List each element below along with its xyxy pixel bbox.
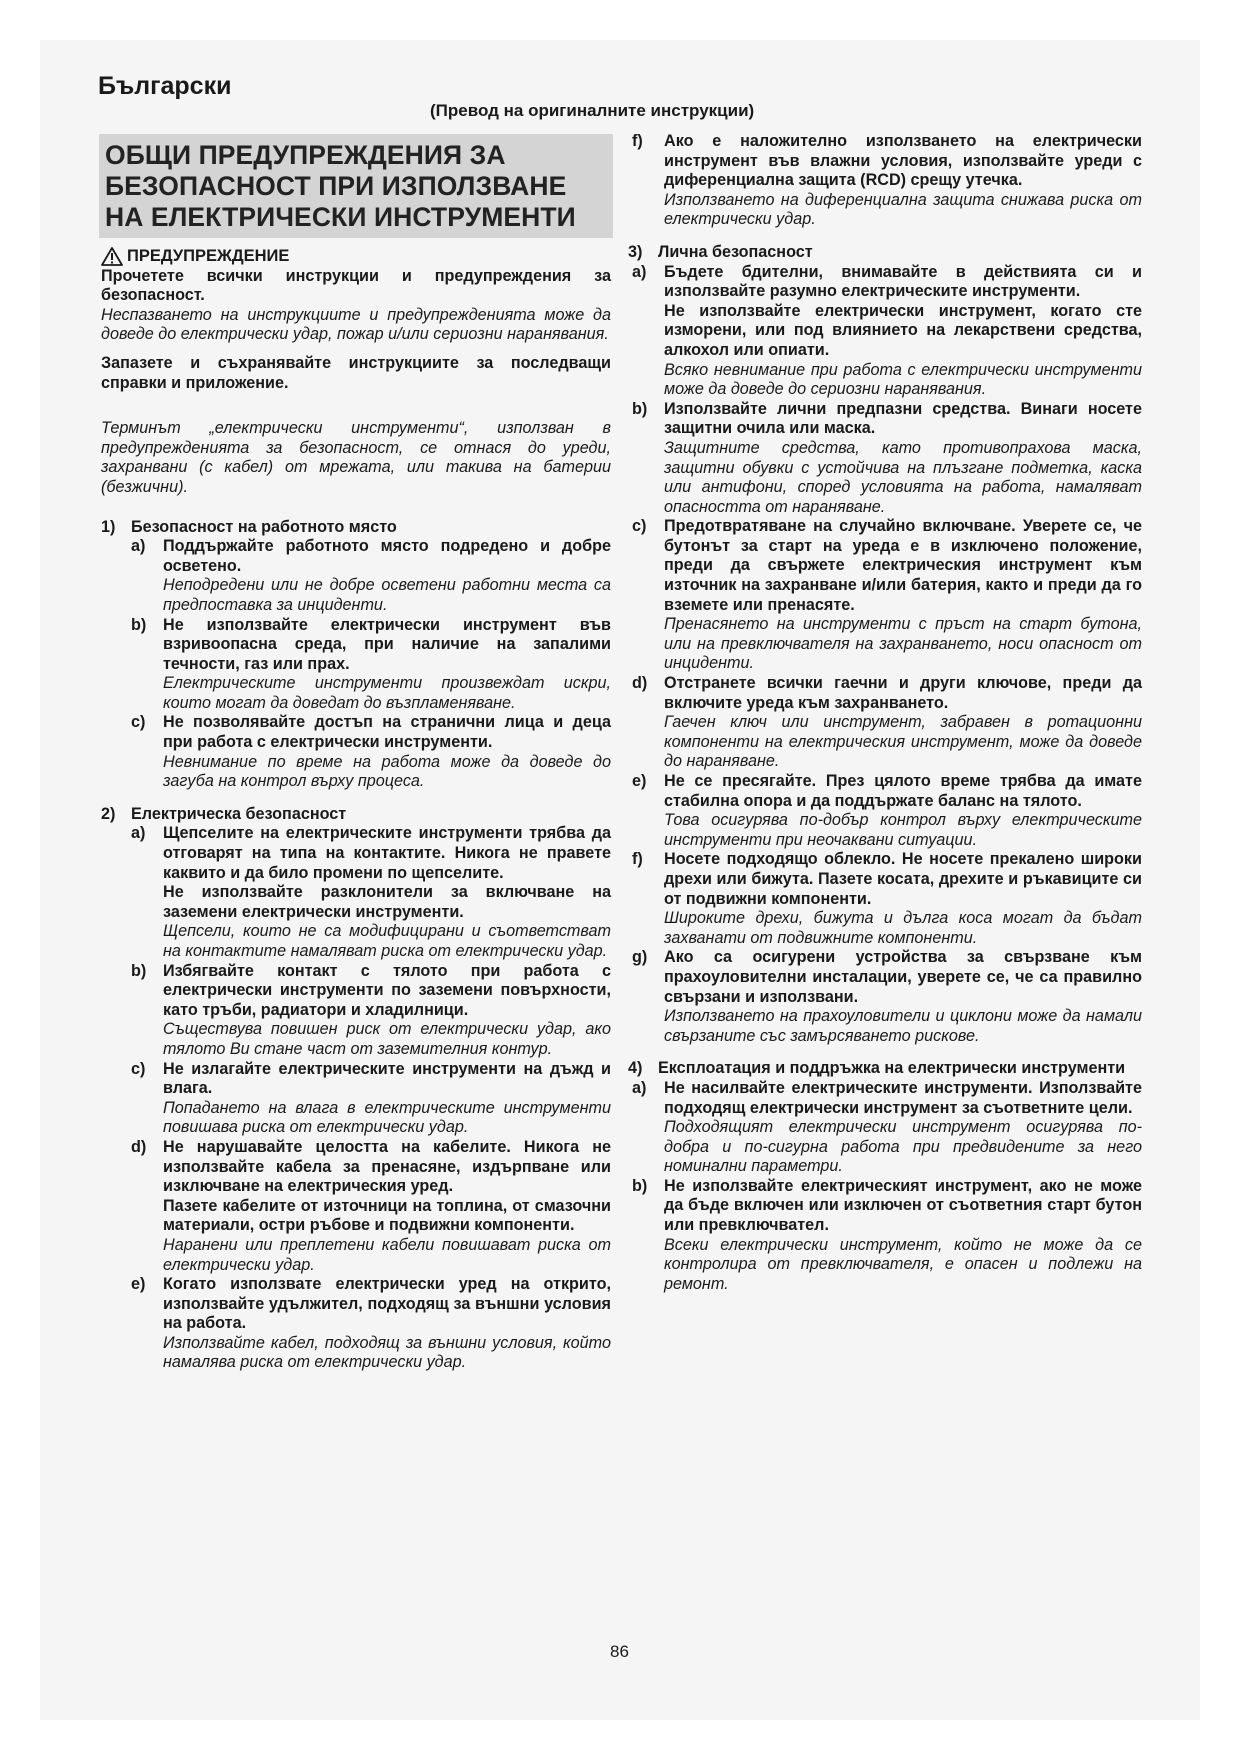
item-explanation: Съществува повишен риск от електрически удар, ако тялото Ви стане част от заземителния контур. bbox=[163, 1020, 611, 1058]
item-letter: b) bbox=[131, 615, 147, 634]
section-number: 4) bbox=[628, 1059, 643, 1078]
warning-triangle-icon bbox=[101, 247, 123, 266]
item-rule: Щепселите на електрическите инструменти трябва да отговарят на типа на контактите. Никога не правете каквито и да било промени по щепселите. bbox=[163, 824, 611, 882]
item-letter: c) bbox=[131, 1059, 146, 1078]
item-letter: a) bbox=[131, 824, 146, 843]
item-letter: b) bbox=[632, 1176, 648, 1195]
section-number: 2) bbox=[101, 804, 116, 823]
item-explanation: Подходящият електрически инструмент осигурява по-добра и по-сигурна работа при предвидените за него номинални параметри. bbox=[664, 1118, 1142, 1176]
warning-read-instructions: Прочетете всички инструкции и предупреждения за безопасност. bbox=[101, 266, 611, 305]
item-letter: a) bbox=[632, 262, 647, 281]
list-item bbox=[632, 948, 1142, 1046]
item-rule: Ако са осигурени устройства за свързване към прахоуловителни инсталации, уверете се, че са правилно свързани и използвани. bbox=[664, 948, 1142, 1006]
item-rule: Не използвайте електрически инструмент, когато сте изморени, или под влиянието на лекарствени средства, алкохол или опиати. bbox=[664, 301, 1142, 359]
list-item bbox=[131, 616, 611, 714]
item-rule: Избягвайте контакт с тялото при работа с електрически инструменти по заземени повърхности, като тръби, радиатори и хладилници. bbox=[163, 961, 611, 1019]
item-rule: Предотвратяване на случайно включване. Уверете се, че бутонът за старт на уреда е в изключено положение, преди да свържете електрическия инструмент към източник на захранване и/или батерия, както и преди да го вземете или пренасяте. bbox=[664, 517, 1142, 614]
banner-line: БЕЗОПАСНОСТ ПРИ ИЗПОЛЗВАНЕ bbox=[105, 171, 567, 201]
list-item bbox=[602, 132, 1142, 230]
translation-note: (Превод на оригиналните инструкции) bbox=[430, 101, 755, 120]
term-definition: Терминът „електрически инструменти“, използван в предупрежденията за безопасност, се отнася до уреди, захранвани (с кабел) от мрежата, или такива на батерии (безжични). bbox=[101, 419, 611, 496]
list-item bbox=[131, 824, 611, 961]
item-explanation: Невнимание по време на работа може да доведе до загуба на контрол върху процеса. bbox=[163, 752, 611, 791]
page-number: 86 bbox=[610, 1642, 629, 1661]
item-explanation: Всеки електрически инструмент, който не може да се контролира от превключвателя, е опасен и подлежи на ремонт. bbox=[664, 1235, 1142, 1293]
list-item bbox=[632, 674, 1142, 772]
section-title: Електрическа безопасност bbox=[131, 804, 347, 823]
item-explanation: Неподредени или не добре осветени работни места са предпоставка за инциденти. bbox=[163, 576, 611, 614]
item-explanation: Наранени или преплетени кабели повишават риска от електрически удар. bbox=[163, 1235, 611, 1274]
section-4-heading bbox=[628, 1059, 1142, 1079]
banner-line: НА ЕЛЕКТРИЧЕСКИ ИНСТРУМЕНТИ bbox=[105, 202, 576, 232]
left-column bbox=[101, 134, 611, 1373]
list-item bbox=[131, 713, 611, 791]
item-letter: a) bbox=[131, 537, 146, 556]
warning-label: ПРЕДУПРЕЖДЕНИЕ bbox=[127, 247, 290, 265]
list-item bbox=[632, 400, 1142, 518]
item-letter: g) bbox=[632, 948, 648, 967]
item-letter: d) bbox=[131, 1137, 147, 1156]
item-explanation: Всяко невнимание при работа с електрически инструменти може да доведе до сериозни наранявания. bbox=[664, 360, 1142, 399]
item-rule: Ако е наложително използването на електрически инструмент във влажни условия, използвайте уреди с диференциална защита (RCD) срещу утечка. bbox=[664, 132, 1142, 190]
list-item bbox=[632, 1177, 1142, 1295]
item-rule: Отстранете всички гаечни и други ключове, преди да включите уреда към захранването. bbox=[664, 674, 1142, 712]
banner-line: ОБЩИ ПРЕДУПРЕЖДЕНИЯ ЗА bbox=[105, 140, 506, 170]
section-title: Лична безопасност bbox=[658, 242, 813, 261]
item-explanation: Използвайте кабел, подходящ за външни условия, който намалява риска от електрически удар. bbox=[163, 1333, 611, 1372]
item-letter: e) bbox=[632, 772, 647, 790]
item-letter: c) bbox=[632, 517, 647, 536]
section-3-heading bbox=[628, 243, 1142, 263]
item-rule: Поддържайте работното място подредено и добре осветено. bbox=[163, 537, 611, 575]
item-rule: Не се пресягайте. През цялото време трябва да имате стабилна опора и да поддържате баланс на тялото. bbox=[664, 772, 1142, 810]
item-explanation: Използването на прахоуловители и циклони може да намали свързаните със замърсяването рискове. bbox=[664, 1007, 1142, 1045]
section-number: 3) bbox=[628, 242, 643, 261]
item-explanation: Попадането на влага в електрическите инструменти повишава риска от електрически удар. bbox=[163, 1098, 611, 1137]
keep-instructions: Запазете и съхранявайте инструкциите за последващи справки и приложение. bbox=[101, 353, 611, 392]
section-title: Експлоатация и поддръжка на електрически инструменти bbox=[658, 1059, 1126, 1078]
list-item bbox=[131, 1138, 611, 1275]
item-letter: f) bbox=[632, 850, 643, 869]
section-title-banner bbox=[99, 134, 613, 238]
warning-heading bbox=[101, 247, 611, 267]
section-1-heading bbox=[101, 518, 611, 538]
list-item bbox=[131, 537, 611, 615]
list-item bbox=[632, 1079, 1142, 1177]
warning-consequence: Неспазването на инструкциите и предупрежденията може да доведе до електрически удар, пожар и/или сериозни наранявания. bbox=[101, 305, 611, 344]
item-rule: Не излагайте електрическите инструменти на дъжд и влага. bbox=[163, 1059, 611, 1098]
item-letter: c) bbox=[131, 713, 146, 732]
section-title: Безопасност на работното място bbox=[131, 517, 397, 536]
item-explanation: Защитните средства, като противопрахова маска, защитни обувки с устойчива на плъзгане подметка, каска или антифони, според условията на работа, намаляват опасността от нараняване. bbox=[664, 438, 1142, 516]
item-explanation: Широките дрехи, бижута и дълга коса могат да бъдат захванати от подвижните компоненти. bbox=[664, 909, 1142, 947]
list-item bbox=[131, 1060, 611, 1138]
item-rule: Не използвайте електрически инструмент във взривоопасна среда, при наличие на запалими течности, газ или прах. bbox=[163, 615, 611, 673]
language-heading: Български bbox=[98, 72, 232, 100]
item-explanation: Пренасянето на инструменти с пръст на старт бутона, или на превключвателя на захранването, носи опасност от инциденти. bbox=[664, 615, 1142, 673]
item-explanation: Използването на диференциална защита снижава риска от електрически удар. bbox=[664, 190, 1142, 229]
item-rule: Носете подходящо облекло. Не носете прекалено широки дрехи или бижута. Пазете косата, дрехите и ръкавиците си от подвижни компоненти. bbox=[664, 850, 1142, 908]
item-rule: Не нарушавайте целостта на кабелите. Никога не използвайте кабела за пренасяне, издърпване или изключване на електрическия уред. bbox=[163, 1137, 611, 1196]
item-rule: Когато използвате електрически уред на открито, използвайте удължител, подходящ за външни условия на работа. bbox=[163, 1275, 611, 1333]
right-column bbox=[628, 132, 1142, 1294]
item-rule: Не използвайте електрическият инструмент, ако не може да бъде включен или изключен от съответния старт бутон или превключвател. bbox=[664, 1176, 1142, 1235]
item-rule: Бъдете бдителни, внимавайте в действията си и използвайте разумно електрическите инструменти. bbox=[664, 262, 1142, 301]
item-rule: Използвайте лични предпазни средства. Винаги носете защитни очила или маска. bbox=[664, 399, 1142, 438]
item-rule: Не насилвайте електрическите инструменти. Използвайте подходящ електрически инструмент за съответните цели. bbox=[664, 1078, 1142, 1117]
item-letter: f) bbox=[632, 132, 643, 150]
item-letter: a) bbox=[632, 1078, 647, 1097]
list-item bbox=[632, 772, 1142, 850]
item-explanation: Електрическите инструменти произвеждат искри, които могат да доведат до възпламеняване. bbox=[163, 674, 611, 712]
section-2-heading bbox=[101, 805, 611, 825]
list-item bbox=[131, 962, 611, 1060]
list-item bbox=[131, 1275, 611, 1373]
item-letter: b) bbox=[632, 399, 648, 418]
item-explanation: Щепсели, които не са модифицирани и съответстват на контактите намаляват риска от електрически удар. bbox=[163, 922, 611, 960]
item-letter: d) bbox=[632, 674, 648, 693]
section-number: 1) bbox=[101, 517, 116, 536]
item-letter: e) bbox=[131, 1275, 146, 1294]
list-item bbox=[632, 517, 1142, 674]
item-explanation: Гаечен ключ или инструмент, забравен в ротационни компоненти на електрическия инструмент, може да доведе до нараняване. bbox=[664, 713, 1142, 771]
item-rule: Не използвайте разклонители за включване на заземени електрически инструменти. bbox=[163, 883, 611, 921]
item-explanation: Това осигурява по-добър контрол върху електрическите инструменти при неочаквани ситуации. bbox=[664, 811, 1142, 849]
item-letter: b) bbox=[131, 961, 147, 980]
list-item bbox=[632, 263, 1142, 400]
list-item bbox=[632, 850, 1142, 948]
item-rule: Не позволявайте достъп на странични лица и деца при работа с електрически инструменти. bbox=[163, 713, 611, 752]
item-rule: Пазете кабелите от източници на топлина, от смазочни материали, остри ръбове и подвижни компоненти. bbox=[163, 1196, 611, 1235]
